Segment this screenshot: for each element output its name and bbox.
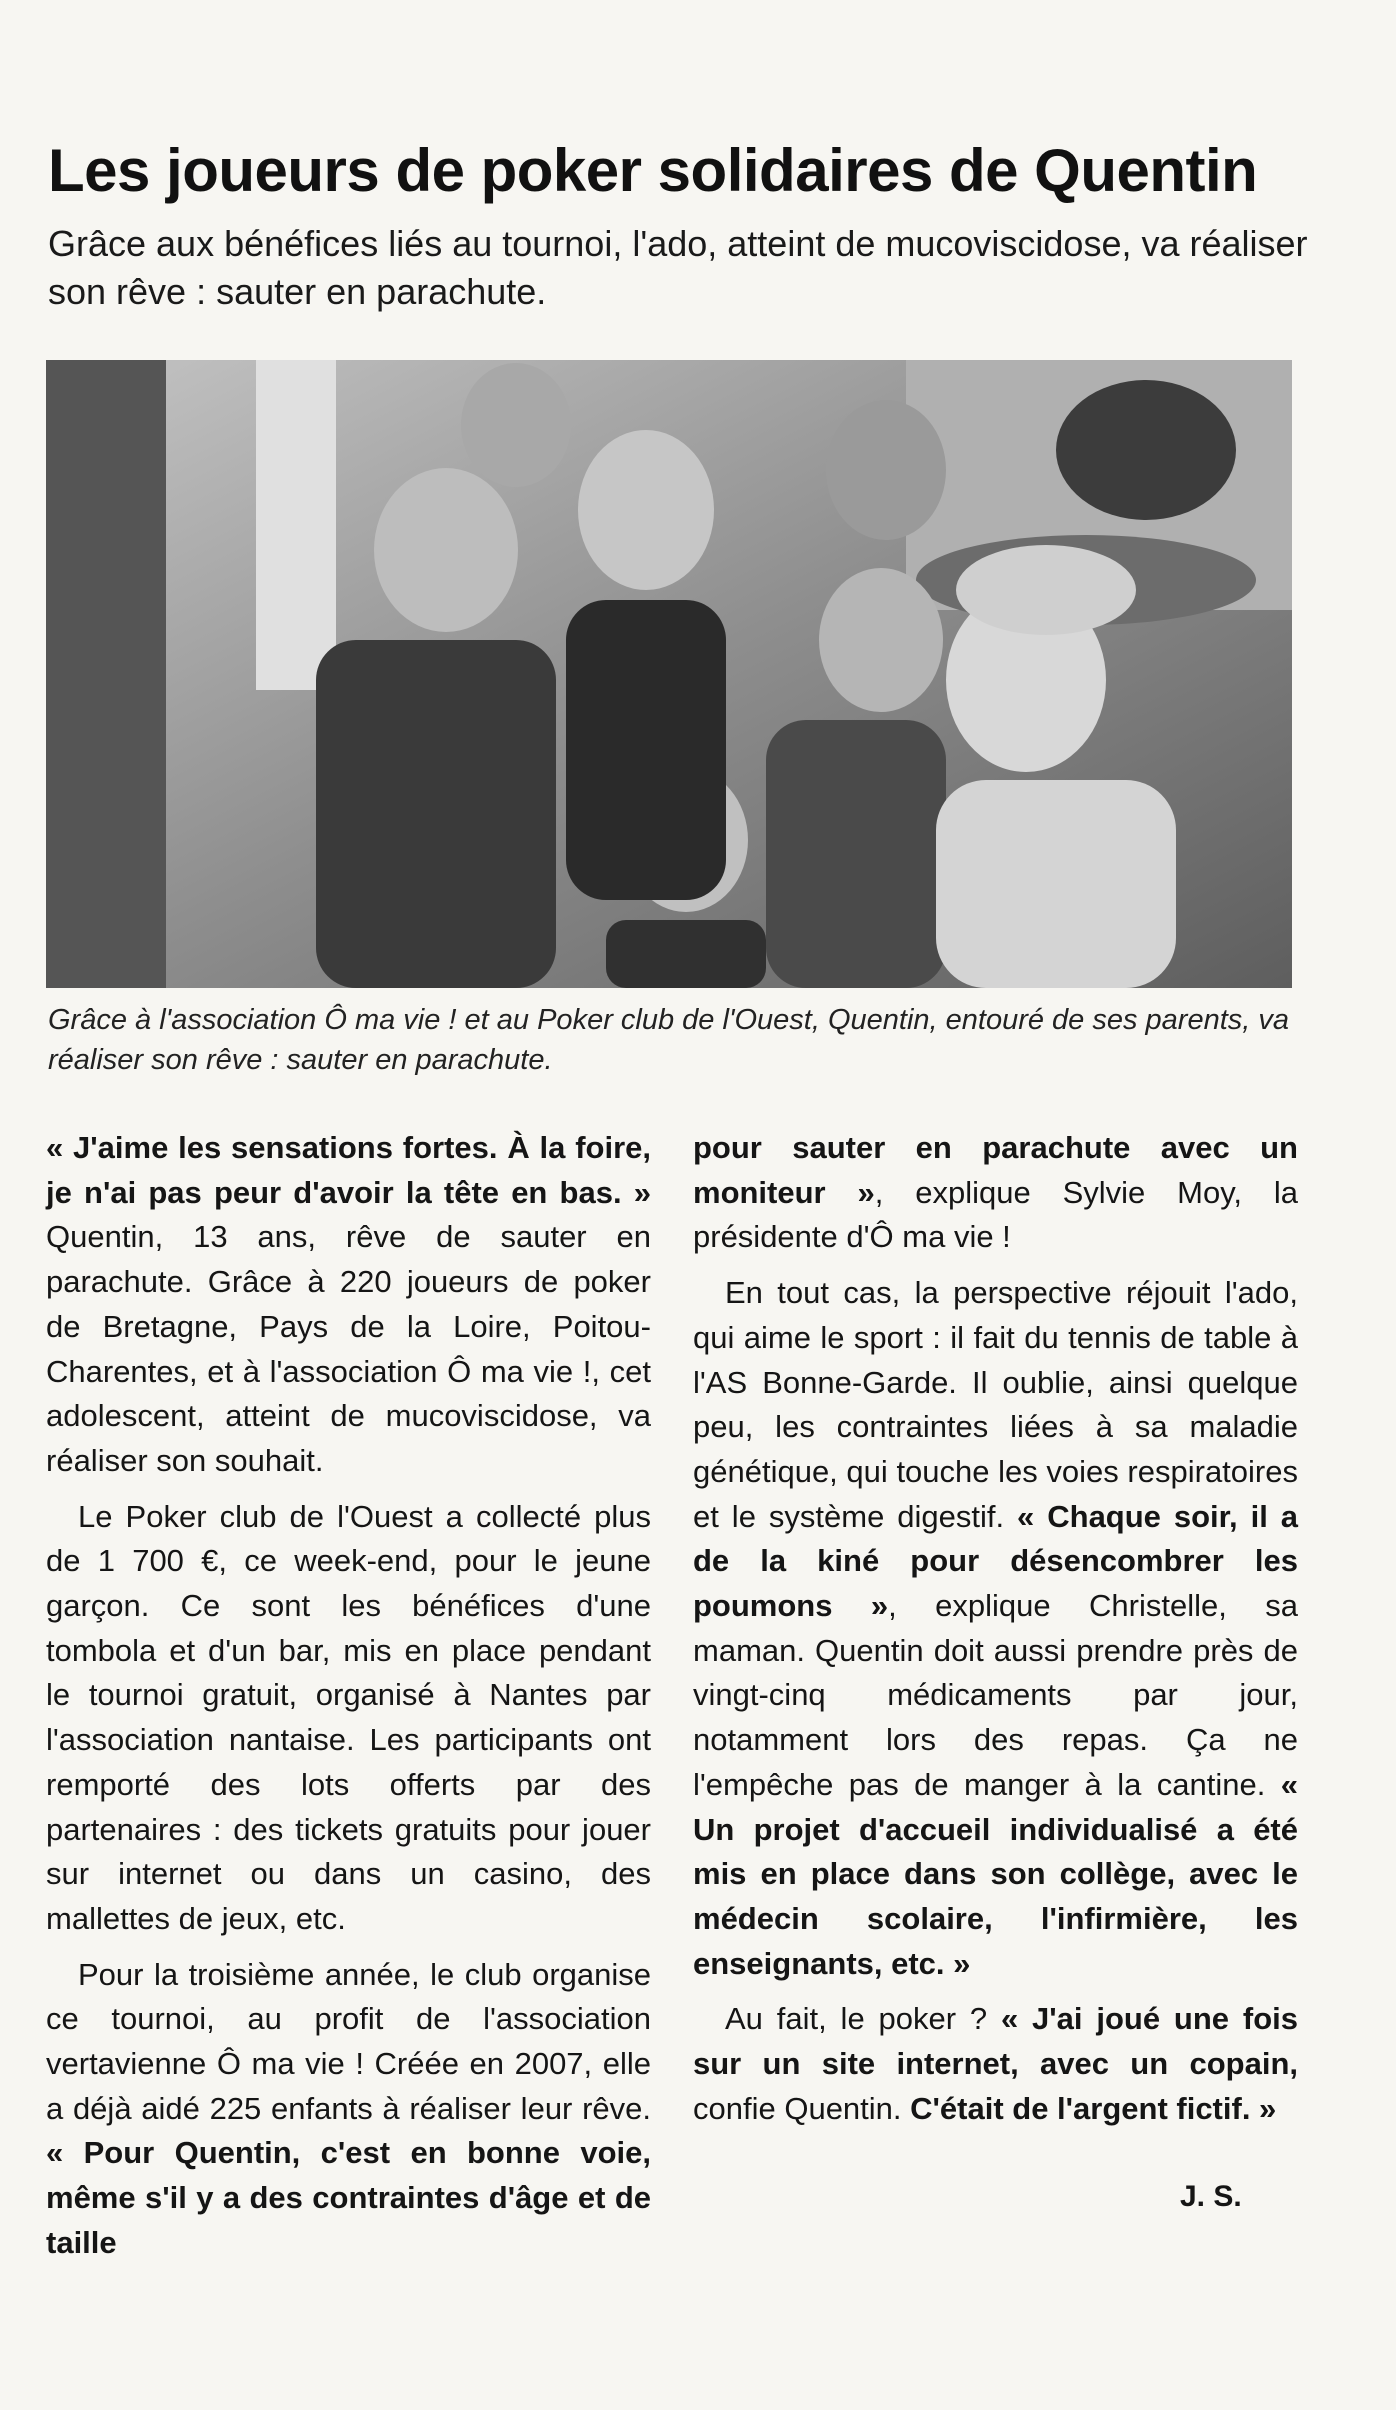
quote: « J'ai joué une fois sur un site internet, avec un copain, — [693, 2001, 1298, 2082]
quote: C'était de l'argent fictif. » — [910, 2090, 1277, 2126]
paragraph — [693, 1997, 1298, 2131]
body-text: Le Poker club de l'Ouest a collecté plus de 1 700 €, ce week-end, pour le jeune garçon. Ce sont les bénéfices d'une tombola et d'un bar, mis en place pendant le tournoi gratuit, organisé à Nantes par l'association nantaise. Les participants ont remporté des lots offerts par des partenaires : des tickets gratuits pour jouer sur internet ou dans un casino, des mallettes de jeux, etc. — [46, 1498, 651, 1936]
article-column-left — [46, 1126, 651, 2277]
group-photo-illustration — [46, 360, 1292, 988]
quote: « Un projet d'accueil individualisé a été mis en place dans son collège, avec le médecin scolaire, l'infirmière, les enseignants, etc. » — [693, 1766, 1298, 1981]
body-text: Pour la troisième année, le club organise ce tournoi, au profit de l'association vertavienne Ô ma vie ! Créée en 2007, elle a déjà aidé 225 enfants à réaliser leur rêve. — [46, 1956, 651, 2126]
paragraph — [693, 1271, 1298, 1986]
body-text: En tout cas, la perspective réjouit l'ado, qui aime le sport : il fait du tennis de table à l'AS Bonne-Garde. Il oublie, ainsi quelque peu, les contraintes liées à sa maladie génétique, qui touche les voies respiratoires et le système digestif. — [693, 1275, 1298, 1534]
article-photo — [46, 360, 1292, 988]
paragraph — [693, 1126, 1298, 1260]
body-text: , explique Christelle, sa maman. Quentin doit aussi prendre près de vingt-cinq médicaments par jour, notamment lors des repas. Ça ne l'empêche pas de manger à la cantine. — [693, 1588, 1298, 1802]
quote: pour sauter en parachute avec un moniteur » — [693, 1130, 1298, 1210]
article-column-right — [693, 1126, 1298, 2142]
body-text: Quentin, 13 ans, rêve de sauter en parachute. Grâce à 220 joueurs de poker de Bretagne, Pays de la Loire, Poitou-Charentes, et à l'association Ô ma vie !, cet adolescent, atteint de mucoviscidose, va réaliser son souhait. — [46, 1219, 651, 1478]
paragraph — [46, 1495, 651, 1942]
paragraph — [46, 1126, 651, 1484]
body-text: confie Quentin. — [693, 2090, 911, 2126]
article-headline: Les joueurs de poker solidaires de Quentin — [48, 137, 1258, 204]
quote: « Chaque soir, il a de la kiné pour désencombrer les poumons » — [693, 1498, 1298, 1624]
author-signature: J. S. — [1180, 2180, 1242, 2213]
body-text: , explique Sylvie Moy, la présidente d'Ô ma vie ! — [693, 1174, 1298, 1255]
article-subhead: Grâce aux bénéfices liés au tournoi, l'ado, atteint de mucoviscidose, va réaliser son rêve : sauter en parachute. — [48, 223, 1308, 312]
paragraph — [46, 1953, 651, 2266]
photo-caption: Grâce à l'association Ô ma vie ! et au Poker club de l'Ouest, Quentin, entouré de ses parents, va réaliser son rêve : sauter en parachute. — [48, 1004, 1290, 1076]
quote: « Pour Quentin, c'est en bonne voie, même s'il y a des contraintes d'âge et de taille — [46, 2135, 651, 2260]
body-text: Au fait, le poker ? — [725, 2001, 1001, 2037]
quote: « J'aime les sensations fortes. À la foire, je n'ai pas peur d'avoir la tête en bas. » — [46, 1130, 651, 1210]
